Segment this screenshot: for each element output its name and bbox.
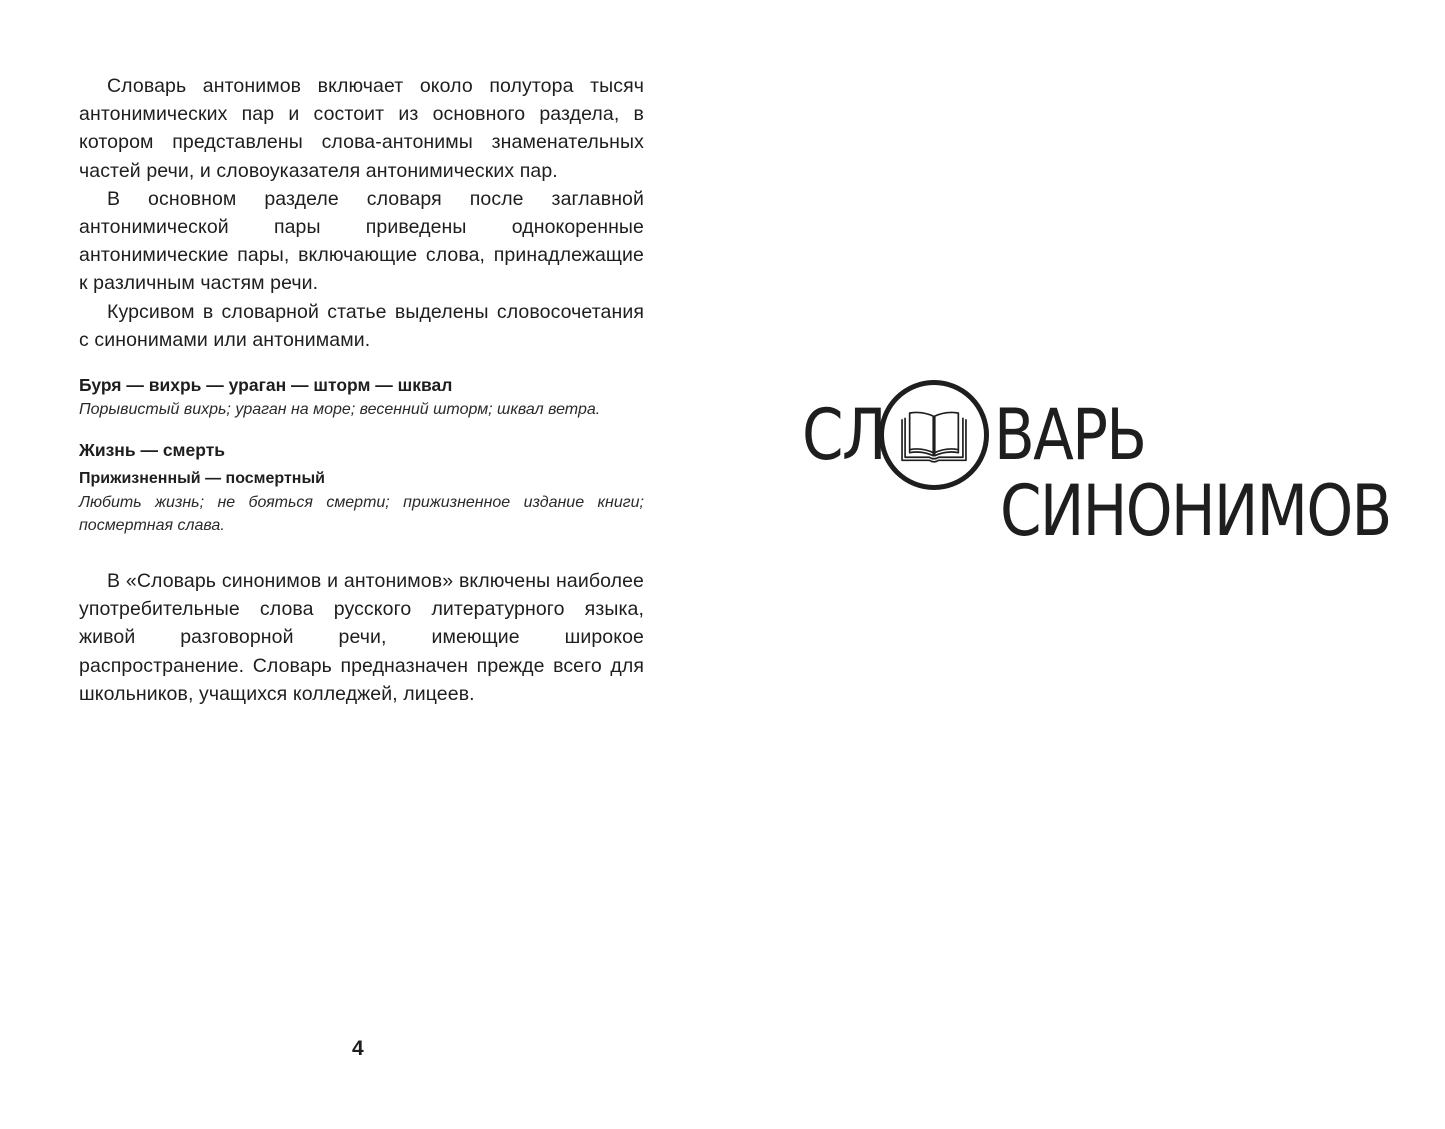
- logo-text-var: ВАРЬ: [994, 394, 1146, 476]
- entry-usage: Порывистый вихрь; ураган на море; весенний шторм; шквал ветра.: [79, 401, 601, 419]
- left-page: [79, 72, 644, 708]
- intro-paragraph-2: В основном разделе словаря после заглавной антонимической пары приведены однокоренные антонимические пары, включающие слова, принадлежащие к различным частям речи.: [79, 187, 644, 295]
- dictionary-entry-life-death: [79, 437, 644, 537]
- page-number: 4: [352, 1037, 364, 1060]
- intro-paragraph-1: Словарь антонимов включает около полутора тысяч антонимических пар и состоит из основного раздела, в котором представлены слова-антонимы знаменательных частей речи, и словоуказателя антонимических пар.: [79, 75, 644, 182]
- dictionary-entry-storm: [79, 372, 644, 421]
- intro-paragraph-3: Курсивом в словарной статье выделены словосочетания с синонимами или антонимами.: [79, 300, 644, 351]
- entry-headword: Жизнь — смерть: [79, 440, 226, 461]
- spacer: [79, 537, 644, 567]
- logo-text-sl: СЛ: [802, 394, 885, 476]
- closing-paragraph: В «Словарь синонимов и антонимов» включены наиболее употребительные слова русского литературного языка, живой разговорной речи, имеющие широкое распространение. Словарь предназначен прежде всего для школьников, учащихся колледжей, лицеев.: [79, 570, 644, 705]
- entry-subword: Прижизненный — посмертный: [79, 470, 325, 488]
- entry-headword: Буря — вихрь — ураган — шторм — шквал: [79, 375, 453, 396]
- open-book-icon: [899, 410, 969, 468]
- logo-text-synonyms: СИНОНИМОВ: [1000, 470, 1391, 552]
- entry-usage: Любить жизнь; не бояться смерти; прижизненное издание книги; посмертная слава.: [79, 494, 644, 535]
- dictionary-logo: [800, 378, 1391, 558]
